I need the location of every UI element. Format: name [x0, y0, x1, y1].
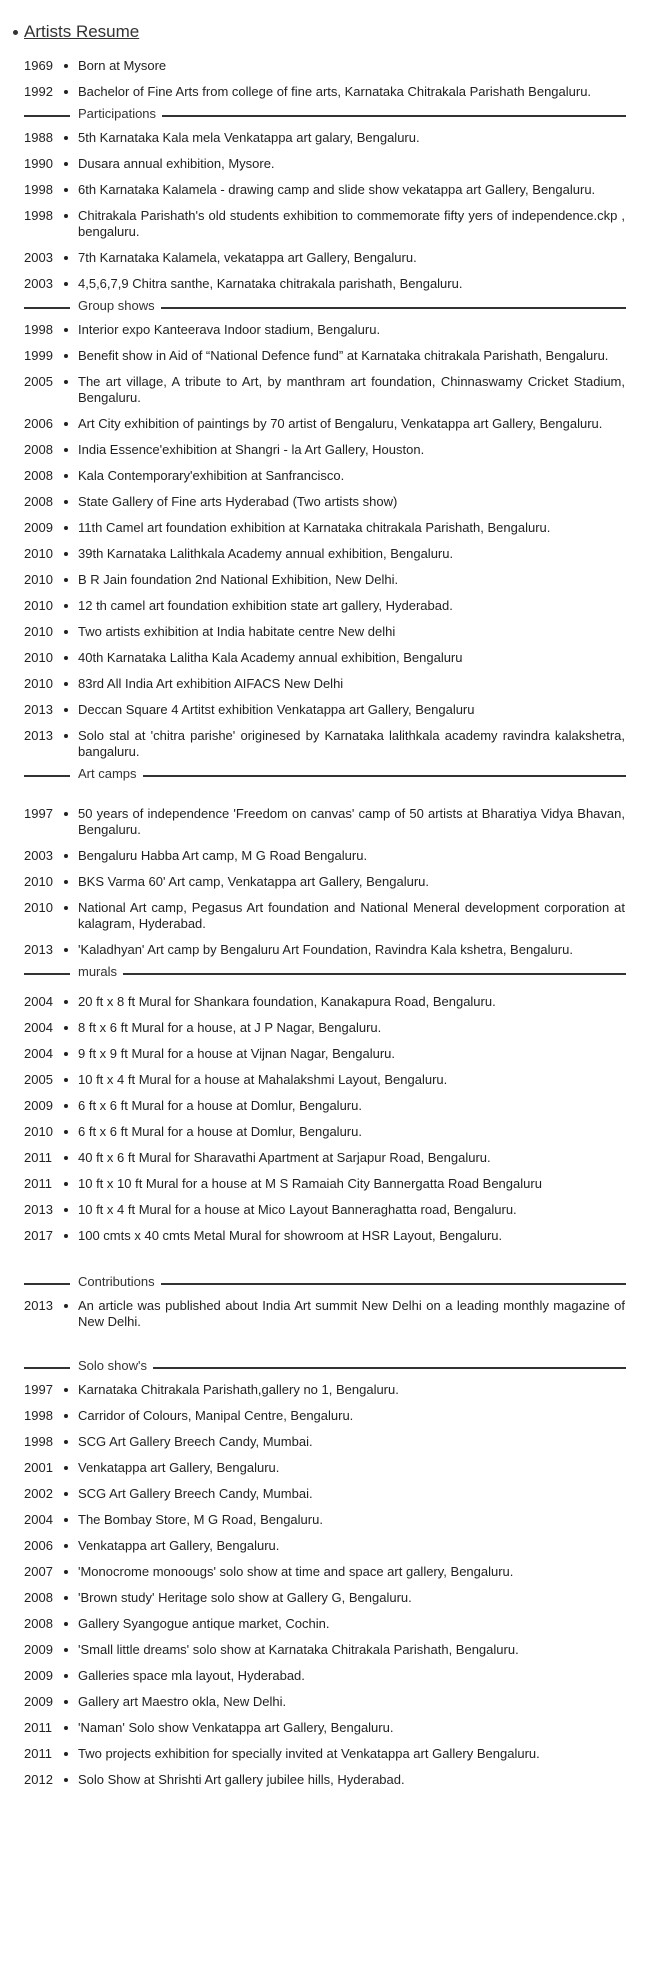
resume-entry	[0, 156, 650, 172]
entry-text: 40th Karnataka Lalitha Kala Academy annual exhibition, Bengaluru	[78, 650, 463, 665]
entry-year: 2009	[24, 1668, 53, 1683]
entry-text: Dusara annual exhibition, Mysore.	[78, 156, 275, 171]
entry-year: 2010	[24, 874, 53, 889]
section-header	[0, 1358, 650, 1374]
section-label: Solo show's	[78, 1358, 151, 1373]
entry-text: 10 ft x 4 ft Mural for a house at Mico Layout Banneraghatta road, Bengaluru.	[78, 1202, 517, 1217]
resume-entry	[0, 1642, 650, 1658]
bullet-icon	[64, 474, 68, 478]
entry-text: 100 cmts x 40 cmts Metal Mural for showroom at HSR Layout, Bengaluru.	[78, 1228, 503, 1243]
entry-year: 1998	[24, 1408, 53, 1423]
resume-entry	[0, 1590, 650, 1606]
entry-year: 2012	[24, 1772, 53, 1787]
entry-year: 2008	[24, 494, 53, 509]
entry-text: 5th Karnataka Kala mela Venkatappa art galary, Bengaluru.	[78, 130, 420, 145]
bullet-icon	[64, 948, 68, 952]
entry-text: 6 ft x 6 ft Mural for a house at Domlur, Bengaluru.	[78, 1098, 362, 1113]
entry-year: 2013	[24, 1202, 53, 1217]
resume-entry	[0, 942, 650, 958]
resume-entry	[0, 84, 650, 100]
entry-year: 2010	[24, 1124, 53, 1139]
bullet-icon	[64, 1052, 68, 1056]
entry-text: 10 ft x 10 ft Mural for a house at M S Ramaiah City Bannergatta Road Bengaluru	[78, 1176, 542, 1191]
resume-entry	[0, 1694, 650, 1710]
entry-text: Solo Show at Shrishti Art gallery jubilee hills, Hyderabad.	[78, 1772, 405, 1787]
section-rule-right	[153, 1367, 626, 1369]
entry-text: 50 years of independence 'Freedom on canvas' camp of 50 artists at Bharatiya Vidya Bhavan, Bengaluru.	[78, 806, 625, 837]
bullet-icon	[64, 1622, 68, 1626]
bullet-icon	[64, 328, 68, 332]
bullet-icon	[64, 552, 68, 556]
resume-entry	[0, 1772, 650, 1788]
bullet-icon	[64, 1518, 68, 1522]
entry-text: Art City exhibition of paintings by 70 artist of Bengaluru, Venkatappa art Gallery, Bengaluru.	[78, 416, 603, 431]
bullet-icon	[64, 526, 68, 530]
resume-entry	[0, 1538, 650, 1554]
resume-entry	[0, 806, 650, 838]
resume-entry	[0, 702, 650, 718]
bullet-icon	[64, 1078, 68, 1082]
resume-entry	[0, 572, 650, 588]
resume-entry	[0, 1408, 650, 1424]
entry-text: SCG Art Gallery Breech Candy, Mumbai.	[78, 1434, 313, 1449]
entry-year: 2010	[24, 598, 53, 613]
resume-entry	[0, 1616, 650, 1632]
entry-text: Galleries space mla layout, Hyderabad.	[78, 1668, 305, 1683]
entry-year: 2010	[24, 900, 53, 915]
resume-entry	[0, 874, 650, 890]
entry-text: Karnataka Chitrakala Parishath,gallery no 1, Bengaluru.	[78, 1382, 399, 1397]
section-header	[0, 106, 650, 122]
section-rule-right	[123, 973, 626, 975]
entry-year: 2010	[24, 624, 53, 639]
entry-text: SCG Art Gallery Breech Candy, Mumbai.	[78, 1486, 313, 1501]
resume-entry	[0, 1072, 650, 1088]
resume-entry	[0, 1046, 650, 1062]
entry-text: 'Naman' Solo show Venkatappa art Gallery, Bengaluru.	[78, 1720, 394, 1735]
entry-text: 'Brown study' Heritage solo show at Gallery G, Bengaluru.	[78, 1590, 412, 1605]
resume-entry	[0, 1486, 650, 1502]
section-label: Contributions	[78, 1274, 159, 1289]
bullet-icon	[64, 90, 68, 94]
entry-text: BKS Varma 60' Art camp, Venkatappa art Gallery, Bengaluru.	[78, 874, 430, 889]
bullet-icon	[64, 906, 68, 910]
resume-entry	[0, 468, 650, 484]
entry-year: 2005	[24, 1072, 53, 1087]
entry-text: 9 ft x 9 ft Mural for a house at Vijnan Nagar, Bengaluru.	[78, 1046, 396, 1061]
bullet-icon	[64, 1596, 68, 1600]
entry-year: 1998	[24, 322, 53, 337]
entry-year: 2008	[24, 468, 53, 483]
resume-entry	[0, 1434, 650, 1450]
entry-year: 2017	[24, 1228, 53, 1243]
entry-year: 2011	[24, 1150, 52, 1165]
resume-title	[13, 22, 139, 42]
resume-list	[0, 58, 650, 1798]
bullet-icon	[64, 1156, 68, 1160]
section-header	[0, 1274, 650, 1290]
entry-text: Chitrakala Parishath's old students exhibition to commemorate fifty yers of independence.ckp , bengaluru.	[78, 208, 625, 239]
section-rule-right	[161, 1283, 626, 1285]
entry-year: 1998	[24, 1434, 53, 1449]
entry-year: 1997	[24, 806, 53, 821]
entry-text: 40 ft x 6 ft Mural for Sharavathi Apartment at Sarjapur Road, Bengaluru.	[78, 1150, 491, 1165]
entry-year: 1997	[24, 1382, 53, 1397]
resume-entry	[0, 1382, 650, 1398]
entry-year: 2010	[24, 572, 53, 587]
entry-year: 2009	[24, 1642, 53, 1657]
entry-year: 2013	[24, 1298, 53, 1313]
entry-year: 1990	[24, 156, 53, 171]
resume-entry	[0, 1460, 650, 1476]
entry-year: 2003	[24, 250, 53, 265]
entry-text: Solo stal at 'chitra parishe' originesed by Karnataka lalithkala academy ravindra kalakshetra, bangaluru.	[78, 728, 625, 759]
entry-text: Bengaluru Habba Art camp, M G Road Bengaluru.	[78, 848, 368, 863]
resume-entry	[0, 250, 650, 266]
section-rule-left	[24, 973, 70, 975]
section-rule-right	[162, 115, 626, 117]
entry-text: B R Jain foundation 2nd National Exhibition, New Delhi.	[78, 572, 399, 587]
bullet-icon	[64, 214, 68, 218]
resume-entry	[0, 994, 650, 1010]
section-rule-left	[24, 1367, 70, 1369]
entry-text: Deccan Square 4 Artitst exhibition Venkatappa art Gallery, Bengaluru	[78, 702, 475, 717]
bullet-icon	[64, 1234, 68, 1238]
bullet-icon	[64, 880, 68, 884]
resume-entry	[0, 494, 650, 510]
entry-text: Venkatappa art Gallery, Bengaluru.	[78, 1460, 280, 1475]
section-label: Participations	[78, 106, 160, 121]
resume-entry	[0, 728, 650, 760]
entry-text: Born at Mysore	[78, 58, 167, 73]
bullet-icon	[64, 656, 68, 660]
resume-entry	[0, 650, 650, 666]
bullet-icon	[64, 162, 68, 166]
entry-text: 4,5,6,7,9 Chitra santhe, Karnataka chitrakala parishath, Bengaluru.	[78, 276, 463, 291]
entry-text: 10 ft x 4 ft Mural for a house at Mahalakshmi Layout, Bengaluru.	[78, 1072, 448, 1087]
section-rule-right	[161, 307, 626, 309]
entry-year: 2013	[24, 942, 53, 957]
entry-text: National Art camp, Pegasus Art foundation and National Meneral development corporation at kalagram, Hyderabad.	[78, 900, 625, 931]
bullet-icon	[64, 578, 68, 582]
section-rule-left	[24, 115, 70, 117]
bullet-icon	[64, 1700, 68, 1704]
entry-year: 2004	[24, 1512, 53, 1527]
entry-year: 2011	[24, 1746, 52, 1761]
entry-text: 11th Camel art foundation exhibition at Karnataka chitrakala Parishath, Bengaluru.	[78, 520, 551, 535]
bullet-icon	[64, 500, 68, 504]
entry-text: 'Monocrome monoougs' solo show at time and space art gallery, Bengaluru.	[78, 1564, 514, 1579]
resume-entry	[0, 848, 650, 864]
bullet-icon	[64, 1648, 68, 1652]
bullet-icon	[64, 630, 68, 634]
entry-year: 2005	[24, 374, 53, 389]
entry-year: 2009	[24, 1694, 53, 1709]
resume-entry	[0, 130, 650, 146]
bullet-icon	[64, 422, 68, 426]
entry-text: The Bombay Store, M G Road, Bengaluru.	[78, 1512, 323, 1527]
resume-entry	[0, 1098, 650, 1114]
resume-entry	[0, 442, 650, 458]
bullet-icon	[64, 734, 68, 738]
bullet-icon	[64, 1570, 68, 1574]
resume-entry	[0, 520, 650, 536]
entry-text: Gallery art Maestro okla, New Delhi.	[78, 1694, 287, 1709]
entry-text: 39th Karnataka Lalithkala Academy annual exhibition, Bengaluru.	[78, 546, 454, 561]
resume-entry	[0, 374, 650, 406]
bullet-icon	[64, 1104, 68, 1108]
section-label: Group shows	[78, 298, 159, 313]
entry-year: 2007	[24, 1564, 53, 1579]
resume-entry	[0, 1202, 650, 1218]
entry-year: 2001	[24, 1460, 53, 1475]
entry-text: Carridor of Colours, Manipal Centre, Bengaluru.	[78, 1408, 354, 1423]
resume-entry	[0, 348, 650, 364]
entry-text: Bachelor of Fine Arts from college of fine arts, Karnataka Chitrakala Parishath Bengaluru.	[78, 84, 592, 99]
bullet-icon	[64, 1130, 68, 1134]
entry-year: 1988	[24, 130, 53, 145]
resume-entry	[0, 1150, 650, 1166]
entry-year: 1999	[24, 348, 53, 363]
resume-entry	[0, 1176, 650, 1192]
entry-text: Venkatappa art Gallery, Bengaluru.	[78, 1538, 280, 1553]
entry-year: 2008	[24, 1616, 53, 1631]
entry-year: 2011	[24, 1176, 52, 1191]
section-label: murals	[78, 964, 121, 979]
entry-year: 2002	[24, 1486, 53, 1501]
resume-entry	[0, 900, 650, 932]
bullet-icon	[64, 1492, 68, 1496]
bullet-icon	[64, 188, 68, 192]
resume-entry	[0, 1512, 650, 1528]
bullet-icon	[64, 682, 68, 686]
bullet-icon	[64, 1304, 68, 1308]
section-label: Art camps	[78, 766, 141, 781]
entry-text: Gallery Syangogue antique market, Cochin.	[78, 1616, 330, 1631]
entry-text: An article was published about India Art summit New Delhi on a leading monthly magazine of New Delhi.	[78, 1298, 625, 1329]
bullet-icon	[64, 1208, 68, 1212]
entry-text: 'Kaladhyan' Art camp by Bengaluru Art Foundation, Ravindra Kala kshetra, Bengaluru.	[78, 942, 573, 957]
resume-entry	[0, 1020, 650, 1036]
bullet-icon	[64, 1388, 68, 1392]
entry-text: State Gallery of Fine arts Hyderabad (Two artists show)	[78, 494, 398, 509]
entry-year: 2004	[24, 1020, 53, 1035]
resume-entry	[0, 416, 650, 432]
entry-year: 2013	[24, 702, 53, 717]
resume-entry	[0, 208, 650, 240]
bullet-icon	[64, 380, 68, 384]
entry-year: 2006	[24, 1538, 53, 1553]
entry-text: 6 ft x 6 ft Mural for a house at Domlur, Bengaluru.	[78, 1124, 362, 1139]
resume-entry	[0, 276, 650, 292]
entry-text: Two projects exhibition for specially invited at Venkatappa art Gallery Bengaluru.	[78, 1746, 540, 1761]
entry-text: 7th Karnataka Kalamela, vekatappa art Gallery, Bengaluru.	[78, 250, 417, 265]
entry-year: 1992	[24, 84, 53, 99]
section-rule-left	[24, 307, 70, 309]
entry-year: 2008	[24, 1590, 53, 1605]
entry-year: 2003	[24, 276, 53, 291]
entry-year: 2011	[24, 1720, 52, 1735]
section-rule-left	[24, 775, 70, 777]
resume-entry	[0, 182, 650, 198]
entry-year: 2010	[24, 676, 53, 691]
bullet-icon	[64, 854, 68, 858]
bullet-icon	[64, 256, 68, 260]
bullet-icon	[64, 1414, 68, 1418]
entry-text: 83rd All India Art exhibition AIFACS New Delhi	[78, 676, 344, 691]
bullet-icon	[64, 1726, 68, 1730]
entry-text: Two artists exhibition at India habitate centre New delhi	[78, 624, 396, 639]
resume-entry	[0, 598, 650, 614]
resume-title-text: Artists Resume	[24, 22, 140, 41]
bullet-icon	[64, 1182, 68, 1186]
resume-entry	[0, 676, 650, 692]
entry-text: 8 ft x 6 ft Mural for a house, at J P Nagar, Bengaluru.	[78, 1020, 382, 1035]
bullet-icon	[64, 1778, 68, 1782]
entry-year: 2008	[24, 442, 53, 457]
entry-year: 2009	[24, 520, 53, 535]
bullet-icon	[64, 64, 68, 68]
section-spacer	[0, 790, 650, 806]
bullet-icon	[64, 282, 68, 286]
entry-text: 12 th camel art foundation exhibition state art gallery, Hyderabad.	[78, 598, 453, 613]
resume-entry	[0, 546, 650, 562]
entry-year: 2010	[24, 546, 53, 561]
bullet-icon	[64, 1026, 68, 1030]
bullet-icon	[64, 1674, 68, 1678]
bullet-icon	[64, 136, 68, 140]
resume-entry	[0, 322, 650, 338]
resume-entry	[0, 1668, 650, 1684]
resume-entry	[0, 58, 650, 74]
section-header	[0, 766, 650, 782]
entry-text: 20 ft x 8 ft Mural for Shankara foundation, Kanakapura Road, Bengaluru.	[78, 994, 496, 1009]
resume-entry	[0, 1720, 650, 1736]
bullet-icon	[64, 448, 68, 452]
entry-year: 1969	[24, 58, 53, 73]
bullet-icon	[64, 1544, 68, 1548]
bullet-icon	[13, 30, 18, 35]
section-rule-left	[24, 1283, 70, 1285]
entry-text: Kala Contemporary'exhibition at Sanfrancisco.	[78, 468, 345, 483]
entry-text: India Essence'exhibition at Shangri - la Art Gallery, Houston.	[78, 442, 425, 457]
entry-text: 'Small little dreams' solo show at Karnataka Chitrakala Parishath, Bengaluru.	[78, 1642, 519, 1657]
entry-text: Benefit show in Aid of “National Defence fund” at Karnataka chitrakala Parishath, Bengaluru.	[78, 348, 609, 363]
entry-year: 2004	[24, 1046, 53, 1061]
resume-entry	[0, 1298, 650, 1330]
entry-text: The art village, A tribute to Art, by manthram art foundation, Chinnaswamy Cricket Stadium, Bengaluru.	[78, 374, 625, 405]
bullet-icon	[64, 812, 68, 816]
bullet-icon	[64, 1752, 68, 1756]
entry-text: Interior expo Kanteerava Indoor stadium, Bengaluru.	[78, 322, 381, 337]
resume-entry	[0, 624, 650, 640]
section-rule-right	[143, 775, 626, 777]
resume-entry	[0, 1564, 650, 1580]
entry-text: 6th Karnataka Kalamela - drawing camp and slide show vekatappa art Gallery, Bengaluru.	[78, 182, 596, 197]
entry-year: 2013	[24, 728, 53, 743]
bullet-icon	[64, 1466, 68, 1470]
entry-year: 2006	[24, 416, 53, 431]
bullet-icon	[64, 708, 68, 712]
entry-year: 1998	[24, 182, 53, 197]
bullet-icon	[64, 354, 68, 358]
entry-year: 2003	[24, 848, 53, 863]
entry-year: 2010	[24, 650, 53, 665]
bullet-icon	[64, 604, 68, 608]
resume-entry	[0, 1124, 650, 1140]
bullet-icon	[64, 1440, 68, 1444]
resume-entry	[0, 1228, 650, 1244]
resume-entry	[0, 1746, 650, 1762]
section-header	[0, 298, 650, 314]
entry-year: 2009	[24, 1098, 53, 1113]
bullet-icon	[64, 1000, 68, 1004]
entry-year: 1998	[24, 208, 53, 223]
section-header	[0, 964, 650, 980]
entry-year: 2004	[24, 994, 53, 1009]
